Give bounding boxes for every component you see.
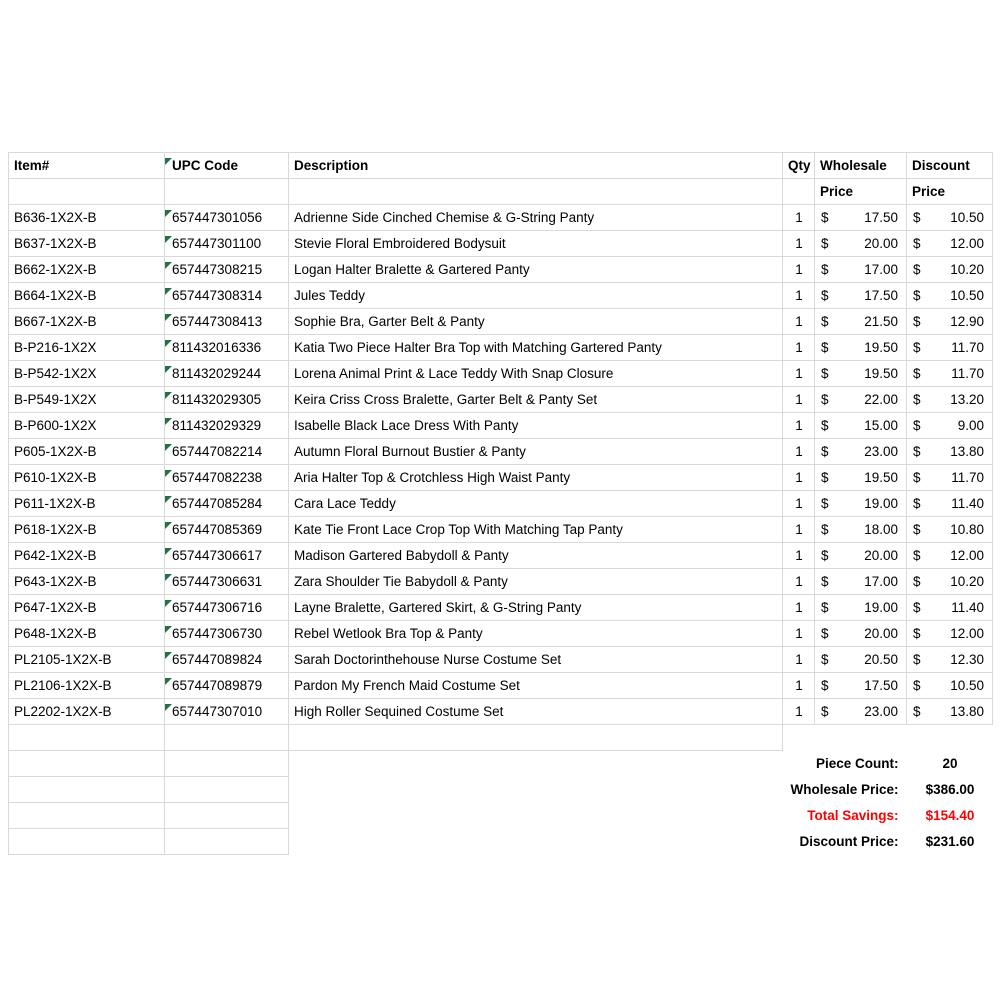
cell-discount-price bbox=[907, 288, 992, 303]
table-row bbox=[9, 517, 993, 543]
cell-discount-value: 11.40 bbox=[951, 600, 984, 615]
table-row bbox=[9, 361, 993, 387]
cell-discount-value: 11.40 bbox=[951, 496, 984, 511]
cell-upc-value: 657447085284 bbox=[172, 496, 263, 511]
error-flag-icon bbox=[165, 626, 172, 633]
table-row bbox=[9, 543, 993, 569]
cell-wholesale-value: 22.00 bbox=[864, 392, 898, 407]
cell-wholesale-price bbox=[815, 366, 906, 381]
currency-symbol: $ bbox=[821, 418, 829, 433]
cell-qty: 1 bbox=[795, 314, 803, 329]
cell-wholesale-value: 19.50 bbox=[864, 366, 898, 381]
currency-symbol: $ bbox=[821, 288, 829, 303]
cell-description: Adrienne Side Cinched Chemise & G-String Panty bbox=[294, 210, 595, 225]
cell-item: B636-1X2X-B bbox=[14, 210, 97, 225]
cell-upc bbox=[165, 288, 288, 303]
cell-upc bbox=[165, 418, 288, 433]
cell-qty: 1 bbox=[795, 392, 803, 407]
order-table bbox=[8, 152, 993, 855]
cell-discount-price bbox=[907, 652, 992, 667]
cell-description: Logan Halter Bralette & Gartered Panty bbox=[294, 262, 530, 277]
cell-upc bbox=[165, 626, 288, 641]
cell-discount-value: 12.90 bbox=[950, 314, 984, 329]
cell-wholesale-price bbox=[815, 262, 906, 277]
cell-qty: 1 bbox=[795, 288, 803, 303]
cell-description: Sophie Bra, Garter Belt & Panty bbox=[294, 314, 485, 329]
cell-discount-value: 11.70 bbox=[951, 470, 984, 485]
cell-discount-price bbox=[907, 340, 992, 355]
cell-upc-value: 657447085369 bbox=[172, 522, 263, 537]
currency-symbol: $ bbox=[821, 262, 829, 277]
cell-discount-price bbox=[907, 704, 992, 719]
currency-symbol: $ bbox=[821, 340, 829, 355]
error-flag-icon bbox=[165, 652, 172, 659]
cell-upc-value: 811432029329 bbox=[172, 418, 262, 433]
header-wholesale-line1: Wholesale bbox=[820, 158, 887, 173]
cell-discount-price bbox=[907, 444, 992, 459]
currency-symbol: $ bbox=[821, 704, 829, 719]
header-item: Item# bbox=[14, 158, 50, 173]
cell-discount-value: 10.80 bbox=[950, 522, 984, 537]
cell-qty: 1 bbox=[795, 444, 803, 459]
cell-description: Isabelle Black Lace Dress With Panty bbox=[294, 418, 519, 433]
cell-item: B-P600-1X2X bbox=[14, 418, 97, 433]
cell-description: Katia Two Piece Halter Bra Top with Matching Gartered Panty bbox=[294, 340, 662, 355]
cell-upc bbox=[165, 236, 288, 251]
cell-description: Zara Shoulder Tie Babydoll & Panty bbox=[294, 574, 508, 589]
cell-upc-value: 657447307010 bbox=[172, 704, 263, 719]
error-flag-icon bbox=[165, 496, 172, 503]
cell-description: High Roller Sequined Costume Set bbox=[294, 704, 504, 719]
error-flag-icon bbox=[165, 574, 172, 581]
error-flag-icon bbox=[165, 522, 172, 529]
currency-symbol: $ bbox=[913, 418, 921, 433]
table-row bbox=[9, 413, 993, 439]
table-row bbox=[9, 283, 993, 309]
currency-symbol: $ bbox=[821, 652, 829, 667]
cell-qty: 1 bbox=[795, 704, 803, 719]
currency-symbol: $ bbox=[913, 678, 921, 693]
summary-label: Piece Count: bbox=[815, 756, 899, 771]
table-row bbox=[9, 569, 993, 595]
currency-symbol: $ bbox=[821, 366, 829, 381]
header-discount-line1: Discount bbox=[912, 158, 970, 173]
error-flag-icon bbox=[165, 158, 172, 165]
cell-discount-price bbox=[907, 574, 992, 589]
summary-value: $386.00 bbox=[925, 782, 975, 797]
header-wholesale-line2: Price bbox=[820, 184, 854, 199]
currency-symbol: $ bbox=[913, 522, 921, 537]
cell-upc bbox=[165, 314, 288, 329]
cell-discount-value: 10.50 bbox=[950, 678, 984, 693]
table-row bbox=[9, 257, 993, 283]
currency-symbol: $ bbox=[821, 548, 829, 563]
cell-upc-value: 657447089879 bbox=[172, 678, 263, 693]
cell-upc bbox=[165, 704, 288, 719]
cell-wholesale-price bbox=[815, 626, 906, 641]
error-flag-icon bbox=[165, 678, 172, 685]
cell-upc-value: 657447308215 bbox=[172, 262, 263, 277]
summary-row bbox=[9, 777, 993, 803]
cell-wholesale-price bbox=[815, 548, 906, 563]
table-row bbox=[9, 491, 993, 517]
currency-symbol: $ bbox=[821, 210, 829, 225]
currency-symbol: $ bbox=[913, 288, 921, 303]
currency-symbol: $ bbox=[913, 392, 921, 407]
cell-qty: 1 bbox=[795, 548, 803, 563]
cell-upc-value: 811432016336 bbox=[172, 340, 262, 355]
error-flag-icon bbox=[165, 548, 172, 555]
cell-wholesale-value: 19.50 bbox=[864, 340, 898, 355]
cell-item: P610-1X2X-B bbox=[14, 470, 97, 485]
currency-symbol: $ bbox=[821, 522, 829, 537]
cell-item: P618-1X2X-B bbox=[14, 522, 97, 537]
cell-item: P643-1X2X-B bbox=[14, 574, 97, 589]
cell-wholesale-price bbox=[815, 418, 906, 433]
cell-wholesale-value: 19.00 bbox=[864, 496, 898, 511]
cell-description: Sarah Doctorinthehouse Nurse Costume Set bbox=[294, 652, 562, 667]
summary-label: Total Savings: bbox=[807, 808, 899, 823]
cell-discount-price bbox=[907, 210, 992, 225]
cell-qty: 1 bbox=[795, 574, 803, 589]
cell-wholesale-price bbox=[815, 600, 906, 615]
currency-symbol: $ bbox=[913, 366, 921, 381]
cell-discount-price bbox=[907, 262, 992, 277]
cell-discount-value: 12.00 bbox=[950, 548, 984, 563]
cell-upc bbox=[165, 210, 288, 225]
error-flag-icon bbox=[165, 704, 172, 711]
cell-discount-value: 12.00 bbox=[950, 236, 984, 251]
error-flag-icon bbox=[165, 444, 172, 451]
cell-wholesale-value: 18.00 bbox=[864, 522, 898, 537]
cell-wholesale-price bbox=[815, 236, 906, 251]
cell-upc-value: 811432029305 bbox=[172, 392, 262, 407]
cell-discount-price bbox=[907, 496, 992, 511]
currency-symbol: $ bbox=[913, 600, 921, 615]
cell-discount-value: 12.30 bbox=[950, 652, 984, 667]
error-flag-icon bbox=[165, 262, 172, 269]
summary-row bbox=[9, 829, 993, 855]
cell-description: Keira Criss Cross Bralette, Garter Belt & Panty Set bbox=[294, 392, 598, 407]
cell-upc-value: 657447306617 bbox=[172, 548, 263, 563]
header-upc-label: UPC Code bbox=[172, 158, 239, 173]
currency-symbol: $ bbox=[821, 392, 829, 407]
cell-discount-value: 11.70 bbox=[951, 340, 984, 355]
cell-item: PL2106-1X2X-B bbox=[14, 678, 112, 693]
table-row bbox=[9, 439, 993, 465]
cell-item: B-P549-1X2X bbox=[14, 392, 97, 407]
cell-discount-value: 11.70 bbox=[951, 366, 984, 381]
header-description-spacer bbox=[289, 184, 782, 199]
cell-item: P648-1X2X-B bbox=[14, 626, 97, 641]
cell-discount-value: 13.80 bbox=[950, 704, 984, 719]
currency-symbol: $ bbox=[913, 574, 921, 589]
cell-upc bbox=[165, 392, 288, 407]
error-flag-icon bbox=[165, 210, 172, 217]
cell-wholesale-value: 17.50 bbox=[864, 678, 898, 693]
cell-wholesale-value: 20.00 bbox=[864, 236, 898, 251]
cell-description: Madison Gartered Babydoll & Panty bbox=[294, 548, 509, 563]
cell-discount-price bbox=[907, 392, 992, 407]
cell-item: P605-1X2X-B bbox=[14, 444, 97, 459]
cell-discount-value: 13.80 bbox=[950, 444, 984, 459]
error-flag-icon bbox=[165, 236, 172, 243]
cell-discount-price bbox=[907, 626, 992, 641]
currency-symbol: $ bbox=[913, 626, 921, 641]
cell-upc bbox=[165, 262, 288, 277]
cell-discount-price bbox=[907, 548, 992, 563]
cell-upc-value: 657447308413 bbox=[172, 314, 263, 329]
cell-wholesale-value: 20.00 bbox=[864, 548, 898, 563]
cell-description: Layne Bralette, Gartered Skirt, & G-String Panty bbox=[294, 600, 582, 615]
header-description: Description bbox=[294, 158, 369, 173]
error-flag-icon bbox=[165, 288, 172, 295]
cell-item: B637-1X2X-B bbox=[14, 236, 97, 251]
cell-upc-value: 657447082214 bbox=[172, 444, 263, 459]
currency-symbol: $ bbox=[913, 496, 921, 511]
cell-discount-value: 12.00 bbox=[950, 626, 984, 641]
cell-wholesale-price bbox=[815, 652, 906, 667]
cell-wholesale-price bbox=[815, 496, 906, 511]
header-qty: Qty bbox=[788, 158, 811, 173]
cell-qty: 1 bbox=[795, 366, 803, 381]
cell-wholesale-value: 19.00 bbox=[864, 600, 898, 615]
currency-symbol: $ bbox=[821, 470, 829, 485]
currency-symbol: $ bbox=[913, 236, 921, 251]
table-row bbox=[9, 699, 993, 725]
cell-wholesale-value: 17.00 bbox=[864, 574, 898, 589]
cell-wholesale-price bbox=[815, 210, 906, 225]
currency-symbol: $ bbox=[913, 470, 921, 485]
cell-description: Pardon My French Maid Costume Set bbox=[294, 678, 520, 693]
cell-item: PL2202-1X2X-B bbox=[14, 704, 112, 719]
header-upc bbox=[165, 158, 288, 173]
cell-wholesale-price bbox=[815, 574, 906, 589]
currency-symbol: $ bbox=[913, 210, 921, 225]
cell-item: P647-1X2X-B bbox=[14, 600, 97, 615]
cell-description: Jules Teddy bbox=[294, 288, 366, 303]
cell-wholesale-value: 19.50 bbox=[864, 470, 898, 485]
cell-upc bbox=[165, 470, 288, 485]
currency-symbol: $ bbox=[913, 704, 921, 719]
table-row bbox=[9, 231, 993, 257]
summary-label: Wholesale Price: bbox=[790, 782, 899, 797]
cell-upc bbox=[165, 496, 288, 511]
header-discount-line2: Price bbox=[912, 184, 946, 199]
cell-item: B664-1X2X-B bbox=[14, 288, 97, 303]
cell-upc-value: 657447301100 bbox=[172, 236, 262, 251]
currency-symbol: $ bbox=[821, 626, 829, 641]
cell-upc bbox=[165, 652, 288, 667]
cell-qty: 1 bbox=[795, 626, 803, 641]
table-row bbox=[9, 465, 993, 491]
cell-item: B667-1X2X-B bbox=[14, 314, 97, 329]
cell-wholesale-value: 17.50 bbox=[864, 210, 898, 225]
currency-symbol: $ bbox=[821, 236, 829, 251]
table-header-row-1 bbox=[9, 153, 993, 179]
cell-wholesale-value: 20.50 bbox=[864, 652, 898, 667]
cell-description: Rebel Wetlook Bra Top & Panty bbox=[294, 626, 483, 641]
cell-upc-value: 657447082238 bbox=[172, 470, 263, 485]
currency-symbol: $ bbox=[913, 262, 921, 277]
cell-description: Lorena Animal Print & Lace Teddy With Snap Closure bbox=[294, 366, 614, 381]
cell-qty: 1 bbox=[795, 600, 803, 615]
cell-wholesale-value: 23.00 bbox=[864, 444, 898, 459]
cell-discount-price bbox=[907, 418, 992, 433]
cell-qty: 1 bbox=[795, 210, 803, 225]
summary-value: $231.60 bbox=[925, 834, 975, 849]
cell-upc-value: 657447089824 bbox=[172, 652, 263, 667]
cell-discount-price bbox=[907, 314, 992, 329]
cell-upc-value: 657447308314 bbox=[172, 288, 263, 303]
currency-symbol: $ bbox=[821, 600, 829, 615]
cell-discount-price bbox=[907, 366, 992, 381]
currency-symbol: $ bbox=[821, 678, 829, 693]
cell-qty: 1 bbox=[795, 470, 803, 485]
currency-symbol: $ bbox=[821, 314, 829, 329]
summary-label: Discount Price: bbox=[799, 834, 899, 849]
cell-discount-value: 10.50 bbox=[950, 210, 984, 225]
cell-wholesale-price bbox=[815, 340, 906, 355]
cell-item: PL2105-1X2X-B bbox=[14, 652, 112, 667]
cell-wholesale-value: 21.50 bbox=[864, 314, 898, 329]
cell-discount-price bbox=[907, 600, 992, 615]
cell-discount-value: 9.00 bbox=[957, 418, 984, 433]
cell-description: Stevie Floral Embroidered Bodysuit bbox=[294, 236, 506, 251]
cell-wholesale-price bbox=[815, 522, 906, 537]
error-flag-icon bbox=[165, 366, 172, 373]
cell-qty: 1 bbox=[795, 496, 803, 511]
cell-qty: 1 bbox=[795, 340, 803, 355]
table-header-row-2 bbox=[9, 179, 993, 205]
cell-item: P642-1X2X-B bbox=[14, 548, 97, 563]
currency-symbol: $ bbox=[821, 496, 829, 511]
summary-value: $154.40 bbox=[925, 808, 975, 823]
cell-upc-value: 657447306631 bbox=[172, 574, 263, 589]
cell-item: B-P216-1X2X bbox=[14, 340, 97, 355]
currency-symbol: $ bbox=[913, 314, 921, 329]
cell-qty: 1 bbox=[795, 522, 803, 537]
spreadsheet-area bbox=[8, 152, 992, 855]
cell-description: Autumn Floral Burnout Bustier & Panty bbox=[294, 444, 526, 459]
cell-upc-value: 811432029244 bbox=[172, 366, 262, 381]
cell-item: B662-1X2X-B bbox=[14, 262, 97, 277]
cell-upc bbox=[165, 600, 288, 615]
cell-discount-value: 10.20 bbox=[950, 262, 984, 277]
cell-discount-value: 13.20 bbox=[950, 392, 984, 407]
table-row bbox=[9, 595, 993, 621]
cell-item: P611-1X2X-B bbox=[14, 496, 96, 511]
cell-upc bbox=[165, 444, 288, 459]
error-flag-icon bbox=[165, 392, 172, 399]
cell-wholesale-value: 17.50 bbox=[864, 288, 898, 303]
cell-discount-price bbox=[907, 522, 992, 537]
cell-wholesale-value: 20.00 bbox=[864, 626, 898, 641]
cell-upc-value: 657447306716 bbox=[172, 600, 263, 615]
cell-wholesale-price bbox=[815, 314, 906, 329]
cell-wholesale-price bbox=[815, 704, 906, 719]
currency-symbol: $ bbox=[913, 340, 921, 355]
currency-symbol: $ bbox=[821, 444, 829, 459]
cell-wholesale-value: 15.00 bbox=[864, 418, 898, 433]
cell-discount-value: 10.50 bbox=[950, 288, 984, 303]
currency-symbol: $ bbox=[913, 652, 921, 667]
cell-qty: 1 bbox=[795, 418, 803, 433]
header-qty-spacer bbox=[783, 184, 814, 199]
error-flag-icon bbox=[165, 314, 172, 321]
cell-wholesale-value: 23.00 bbox=[864, 704, 898, 719]
summary-value: 20 bbox=[942, 756, 958, 771]
cell-upc bbox=[165, 574, 288, 589]
cell-wholesale-price bbox=[815, 444, 906, 459]
cell-description: Aria Halter Top & Crotchless High Waist Panty bbox=[294, 470, 571, 485]
cell-qty: 1 bbox=[795, 652, 803, 667]
cell-wholesale-price bbox=[815, 470, 906, 485]
table-row bbox=[9, 621, 993, 647]
currency-symbol: $ bbox=[913, 548, 921, 563]
cell-qty: 1 bbox=[795, 236, 803, 251]
cell-upc bbox=[165, 366, 288, 381]
error-flag-icon bbox=[165, 340, 172, 347]
cell-item: B-P542-1X2X bbox=[14, 366, 97, 381]
header-item-spacer bbox=[9, 184, 164, 199]
error-flag-icon bbox=[165, 470, 172, 477]
cell-upc bbox=[165, 548, 288, 563]
cell-description: Kate Tie Front Lace Crop Top With Matching Tap Panty bbox=[294, 522, 623, 537]
cell-wholesale-price bbox=[815, 678, 906, 693]
header-upc-spacer bbox=[165, 184, 288, 199]
table-row bbox=[9, 387, 993, 413]
summary-row bbox=[9, 751, 993, 777]
cell-upc bbox=[165, 678, 288, 693]
table-row bbox=[9, 673, 993, 699]
cell-discount-price bbox=[907, 470, 992, 485]
currency-symbol: $ bbox=[913, 444, 921, 459]
cell-upc bbox=[165, 340, 288, 355]
cell-description: Cara Lace Teddy bbox=[294, 496, 396, 511]
table-row bbox=[9, 647, 993, 673]
cell-discount-price bbox=[907, 236, 992, 251]
cell-discount-price bbox=[907, 678, 992, 693]
blank-row bbox=[9, 725, 993, 751]
cell-wholesale-value: 17.00 bbox=[864, 262, 898, 277]
table-row bbox=[9, 309, 993, 335]
table-row bbox=[9, 335, 993, 361]
cell-qty: 1 bbox=[795, 262, 803, 277]
error-flag-icon bbox=[165, 600, 172, 607]
cell-discount-value: 10.20 bbox=[950, 574, 984, 589]
currency-symbol: $ bbox=[821, 574, 829, 589]
cell-upc bbox=[165, 522, 288, 537]
table-row bbox=[9, 205, 993, 231]
error-flag-icon bbox=[165, 418, 172, 425]
cell-upc-value: 657447306730 bbox=[172, 626, 263, 641]
cell-upc-value: 657447301056 bbox=[172, 210, 263, 225]
cell-wholesale-price bbox=[815, 392, 906, 407]
cell-wholesale-price bbox=[815, 288, 906, 303]
summary-row bbox=[9, 803, 993, 829]
cell-qty: 1 bbox=[795, 678, 803, 693]
